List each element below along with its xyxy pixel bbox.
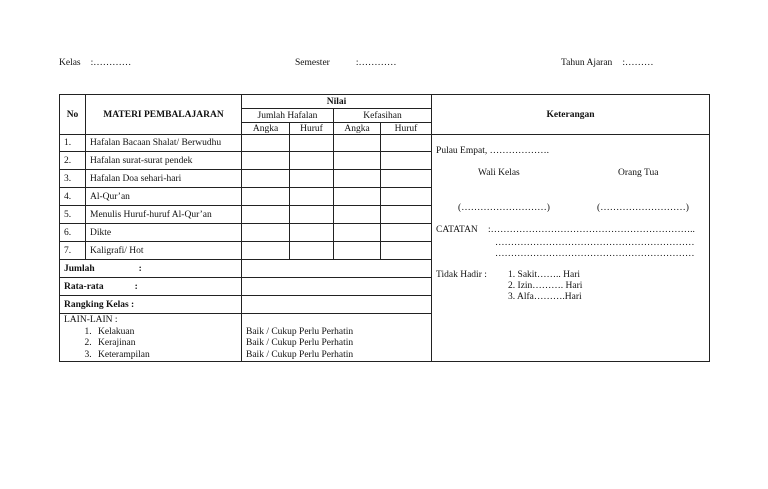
orang-tua-signature: (………………………): [597, 203, 689, 213]
cell-angka-kefasihan[interactable]: [334, 242, 381, 260]
col-header-huruf-1: Huruf: [290, 123, 334, 135]
row-materi: Hafalan surat-surat pendek: [86, 152, 242, 170]
catatan-label: CATATAN: [436, 225, 478, 235]
jumlah-label: Jumlah: [64, 263, 95, 274]
header-kelas: [59, 58, 131, 68]
cell-huruf-hafalan[interactable]: [290, 135, 334, 152]
lain-lain-values: [242, 314, 432, 362]
list-item: 3. Keterampilan: [94, 350, 237, 362]
kelas-value: :…………: [90, 58, 132, 68]
row-materi: Al-Qur’an: [86, 188, 242, 206]
col-header-kefasihan: Kefasihan: [334, 109, 432, 123]
cell-angka-hafalan[interactable]: [242, 242, 290, 260]
rangking-value[interactable]: [242, 296, 432, 314]
jumlah-value[interactable]: [242, 260, 432, 278]
catatan-line-2[interactable]: ………………………………………………………: [495, 238, 695, 248]
col-header-angka-1: Angka: [242, 123, 290, 135]
keterampilan-value[interactable]: Baik / Cukup Perlu Perhatin: [246, 349, 354, 360]
jumlah-colon: :: [138, 263, 142, 274]
place-date: Pulau Empat, ……………….: [436, 146, 549, 156]
jumlah-label-cell: [60, 260, 242, 278]
absen-izin: 2. Izin………. Hari: [508, 281, 583, 291]
cell-angka-hafalan[interactable]: [242, 188, 290, 206]
lain-lain-list: [64, 327, 237, 362]
row-materi: Menulis Huruf-huruf Al-Qur’an: [86, 206, 242, 224]
tahun-value: :………: [622, 58, 654, 68]
row-no: 3.: [60, 170, 86, 188]
kelas-label: Kelas: [59, 58, 81, 68]
cell-angka-hafalan[interactable]: [242, 224, 290, 242]
cell-huruf-kefasihan[interactable]: [381, 170, 432, 188]
wali-kelas-label: Wali Kelas: [478, 168, 520, 178]
row-no: 6.: [60, 224, 86, 242]
col-header-materi: MATERI PEMBALAJARAN: [86, 95, 242, 135]
semester-value: :…………: [355, 58, 397, 68]
cell-huruf-hafalan[interactable]: [290, 206, 334, 224]
cell-huruf-kefasihan[interactable]: [381, 152, 432, 170]
ratarata-label: Rata-rata: [64, 281, 104, 292]
lain-lain-label: LAIN-LAIN :: [64, 315, 118, 325]
keterangan-panel: [432, 135, 710, 362]
absen-sakit: 1. Sakit…….. Hari: [508, 270, 581, 280]
cell-angka-hafalan[interactable]: [242, 206, 290, 224]
col-header-angka-2: Angka: [334, 123, 381, 135]
header-semester: [295, 58, 396, 68]
cell-angka-kefasihan[interactable]: [334, 170, 381, 188]
tidak-hadir-label: Tidak Hadir :: [436, 270, 487, 280]
cell-angka-kefasihan[interactable]: [334, 224, 381, 242]
kerajinan-value[interactable]: Baik / Cukup Perlu Perhatin: [246, 338, 354, 348]
cell-angka-hafalan[interactable]: [242, 152, 290, 170]
cell-huruf-kefasihan[interactable]: [381, 135, 432, 152]
row-materi: Dikte: [86, 224, 242, 242]
orang-tua-label: Orang Tua: [618, 168, 659, 178]
cell-angka-hafalan[interactable]: [242, 170, 290, 188]
ratarata-value[interactable]: [242, 278, 432, 296]
col-header-huruf-2: Huruf: [381, 123, 432, 135]
table-row: [60, 135, 710, 152]
cell-huruf-kefasihan[interactable]: [381, 242, 432, 260]
col-header-nilai: Nilai: [242, 95, 432, 109]
cell-huruf-kefasihan[interactable]: [381, 224, 432, 242]
cell-huruf-kefasihan[interactable]: [381, 206, 432, 224]
ratarata-colon: :: [134, 281, 138, 292]
cell-huruf-hafalan[interactable]: [290, 242, 334, 260]
row-materi: Kaligrafi/ Hot: [86, 242, 242, 260]
cell-huruf-hafalan[interactable]: [290, 224, 334, 242]
cell-huruf-kefasihan[interactable]: [381, 188, 432, 206]
ratarata-label-cell: [60, 278, 242, 296]
row-no: 7.: [60, 242, 86, 260]
header-tahun-ajaran: [561, 58, 653, 68]
kelakuan-value[interactable]: Baik / Cukup Perlu Perhatin: [246, 326, 354, 337]
col-header-jumlah-hafalan: Jumlah Hafalan: [242, 109, 334, 123]
wali-kelas-signature: (………………………): [458, 203, 550, 213]
cell-huruf-hafalan[interactable]: [290, 188, 334, 206]
lain-lain-cell: [60, 314, 242, 362]
row-materi: Hafalan Bacaan Shalat/ Berwudhu: [86, 135, 242, 152]
list-item: 2. Kerajinan: [94, 338, 237, 350]
cell-huruf-hafalan[interactable]: [290, 170, 334, 188]
cell-huruf-hafalan[interactable]: [290, 152, 334, 170]
list-item: 1. Kelakuan: [94, 327, 237, 339]
row-no: 4.: [60, 188, 86, 206]
col-header-no: No: [60, 95, 86, 135]
cell-angka-kefasihan[interactable]: [334, 152, 381, 170]
cell-angka-kefasihan[interactable]: [334, 206, 381, 224]
report-table: [59, 94, 710, 362]
rangking-label: Rangking Kelas :: [60, 296, 242, 314]
cell-angka-hafalan[interactable]: [242, 135, 290, 152]
cell-angka-kefasihan[interactable]: [334, 188, 381, 206]
catatan-line-3[interactable]: ………………………………………………………: [495, 249, 695, 259]
row-no: 1.: [60, 135, 86, 152]
col-header-keterangan: Keterangan: [432, 95, 710, 135]
catatan-line-1[interactable]: :………………………………………………………..: [488, 225, 695, 235]
cell-angka-kefasihan[interactable]: [334, 135, 381, 152]
semester-label: Semester: [295, 58, 330, 68]
row-materi: Hafalan Doa sehari-hari: [86, 170, 242, 188]
row-no: 2.: [60, 152, 86, 170]
absen-alfa: 3. Alfa……….Hari: [508, 292, 582, 302]
row-no: 5.: [60, 206, 86, 224]
tahun-label: Tahun Ajaran: [561, 58, 613, 68]
